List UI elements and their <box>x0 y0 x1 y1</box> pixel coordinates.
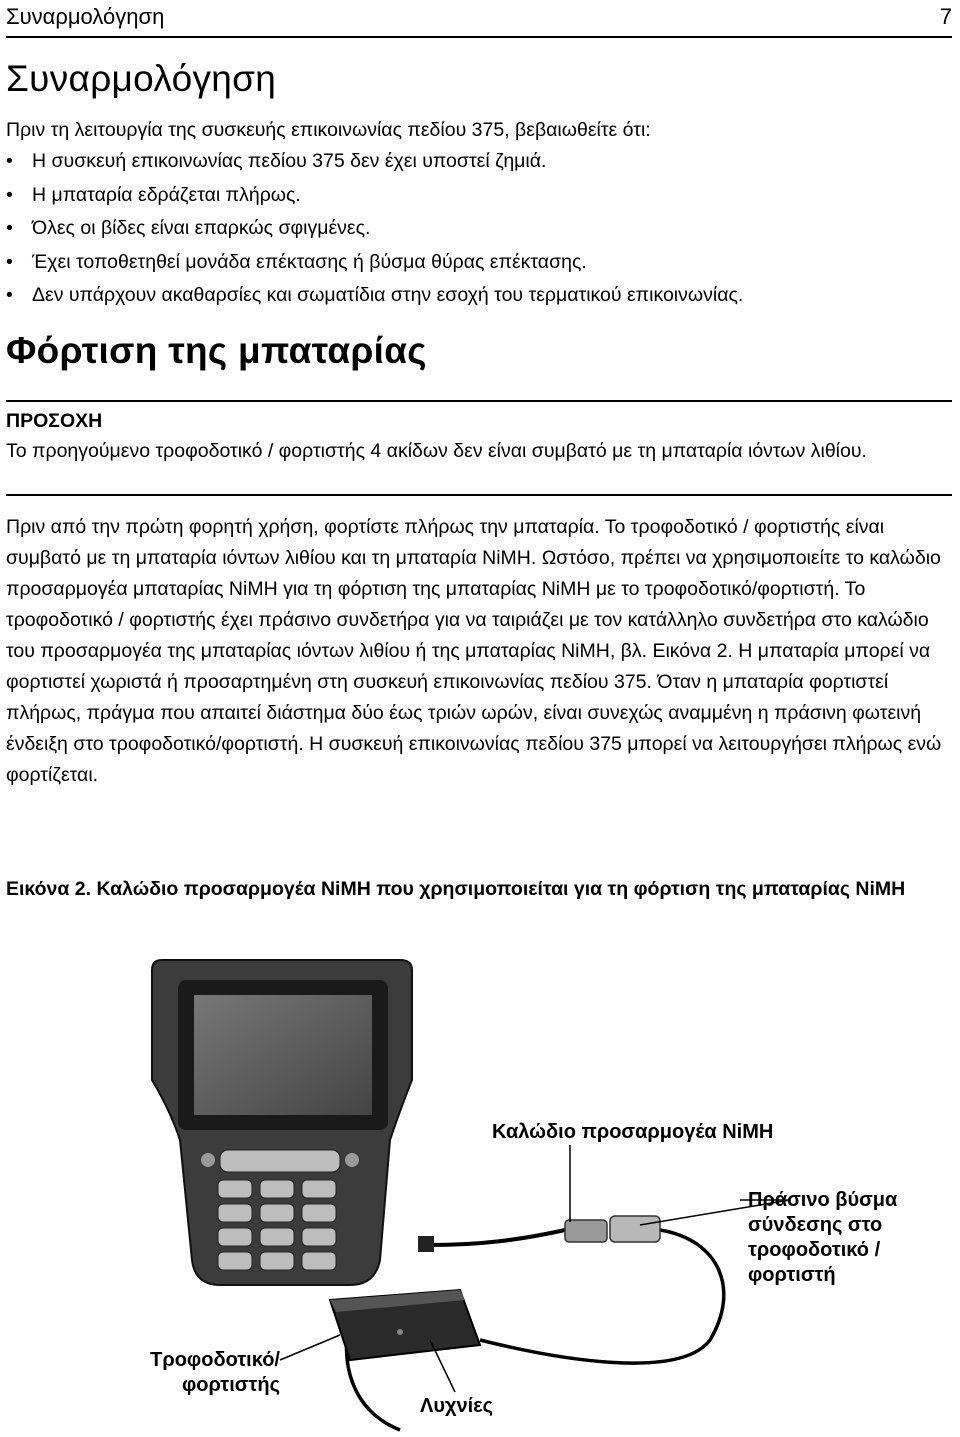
assembly-heading: Συναρμολόγηση <box>6 58 277 99</box>
bullet-icon: • <box>6 284 13 306</box>
list-item: • Η συσκευή επικοινωνίας πεδίου 375 δεν έχει υποστεί ζημιά. <box>6 150 547 172</box>
running-title: Συναρμολόγηση <box>6 4 165 29</box>
caution-text: Το προηγούμενο τροφοδοτικό / φορτιστής 4 ακίδων δεν είναι συμβατό με τη μπαταρία ιόντων λιθίου. <box>6 440 867 462</box>
callout-power-supply: Τροφοδοτικό/ φορτιστής <box>150 1349 280 1396</box>
charging-heading: Φόρτιση της μπαταρίας <box>6 330 427 371</box>
assembly-intro: Πριν τη λειτουργία της συσκευής επικοινωνίας πεδίου 375, βεβαιωθείτε ότι: <box>6 119 651 141</box>
running-header <box>6 2 952 34</box>
assembly-checklist <box>6 150 743 318</box>
figure-2 <box>100 940 960 1437</box>
page-number: 7 <box>939 4 952 29</box>
list-item: • Έχει τοποθετηθεί μονάδα επέκτασης ή βύσμα θύρας επέκτασης. <box>6 250 587 273</box>
caution-bottom-rule <box>6 494 952 496</box>
bullet-icon: • <box>6 150 13 172</box>
bullet-icon: • <box>6 250 13 273</box>
callout-green-plug: Πράσινο βύσμα σύνδεσης στο τροφοδοτικό / φορτιστή <box>748 1189 898 1286</box>
header-rule <box>6 36 952 38</box>
figure-caption: Εικόνα 2. Καλώδιο προσαρμογέα NiMH που χρησιμοποιείται για τη φόρτιση της μπαταρίας NiMH <box>6 878 906 900</box>
bullet-icon: • <box>6 217 13 239</box>
caution-top-rule <box>6 400 952 402</box>
charging-body: Πριν από την πρώτη φορητή χρήση, φορτίστε πλήρως την μπαταρία. Το τροφοδοτικό / φορτιστής είναι συμβατό με τη μπαταρία ιόντων λιθίου και τη μπαταρία NiMH. Ωστόσο, πρέπει να χρησιμοποιείτε το καλώδιο προσαρμογέα μπαταρίας NiMH για τη φόρτιση της μπαταρίας NiMH με το τροφοδοτικό/φορτιστή. Το τροφοδοτικό / φορτιστής έχει πράσινο συνδετήρα για να ταιριάζει με τον κατάλληλο συνδετήρα στο καλώδιο του προσαρμογέα της μπαταρίας ιόντων λιθίου ή της μπαταρίας NiMH, βλ. Εικόνα 2. Η μπαταρία μπορεί να φορτιστεί χωριστά ή προσαρτημένη στη συσκευή επικοινωνίας πεδίου 375. Όταν η μπαταρία φορτιστεί πλήρως, πράγμα που απαιτεί διάστημα δύο έως τριών ωρών, είναι συνεχώς αναμμένη η πράσινη φωτεινή ένδειξη στο τροφοδοτικό/φορτιστή. Η συσκευή επικοινωνίας πεδίου 375 μπορεί να λειτουργήσει πλήρως ενώ φορτίζεται. <box>6 516 942 786</box>
caution-title: ΠΡΟΣΟΧΗ <box>6 410 103 432</box>
bullet-icon: • <box>6 183 13 206</box>
list-item: • Δεν υπάρχουν ακαθαρσίες και σωματίδια στην εσοχή του τερματικού επικοινωνίας. <box>6 284 744 306</box>
callout-adapter-cable: Καλώδιο προσαρμογέα NiMH <box>492 1121 774 1143</box>
callout-leds: Λυχνίες <box>420 1395 494 1417</box>
list-item: • Όλες οι βίδες είναι επαρκώς σφιγμένες. <box>6 217 371 239</box>
list-item: • Η μπαταρία εδράζεται πλήρως. <box>6 183 301 206</box>
